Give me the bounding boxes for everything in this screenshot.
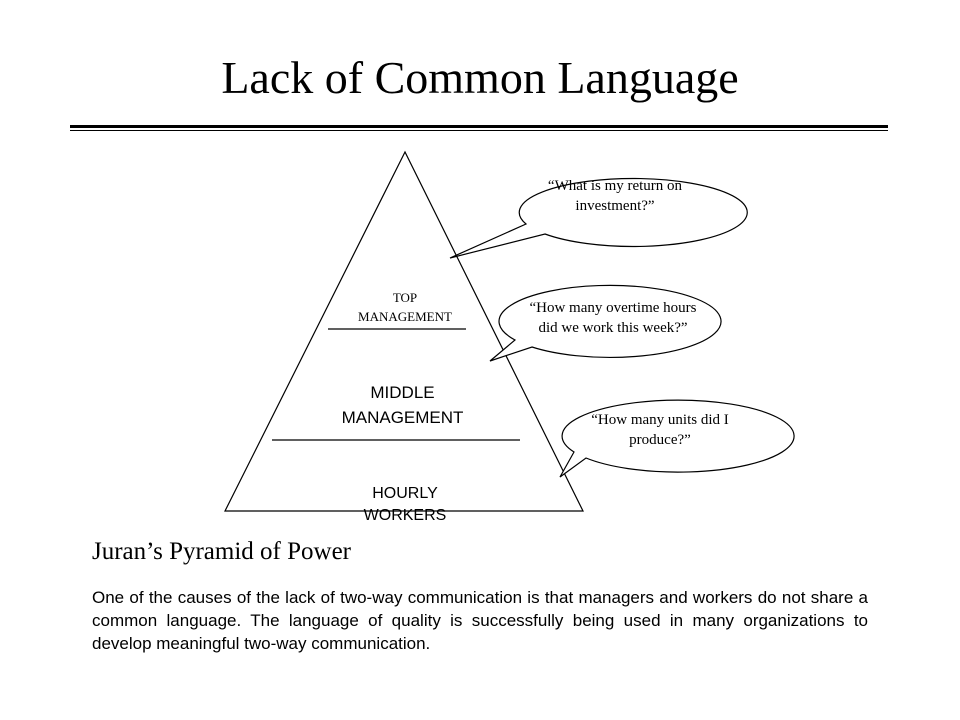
bubble-text-bottom <box>545 410 775 450</box>
bubble-text-middle <box>500 298 726 338</box>
level-label-middle <box>310 380 495 430</box>
bubble-text-top-line1: “What is my return on <box>547 178 683 194</box>
level-label-bottom-line2: WORKERS <box>363 507 447 524</box>
level-label-bottom <box>330 483 480 527</box>
level-label-top-line2: MANAGEMENT <box>358 309 452 324</box>
level-label-middle-line2: MANAGEMENT <box>341 408 464 427</box>
bubble-text-top <box>500 176 730 216</box>
bubble-text-bottom-line2: produce?” <box>629 432 691 448</box>
level-label-middle-line1: MIDDLE <box>370 383 435 402</box>
bubble-text-bottom-line1: “How many units did I <box>591 412 729 428</box>
bubble-text-middle-line1: “How many overtime hours <box>529 300 697 316</box>
bubble-text-middle-line2: did we work this week?” <box>538 320 688 336</box>
level-label-bottom-line1: HOURLY <box>372 485 438 502</box>
level-label-top <box>330 288 480 326</box>
level-label-top-line1: TOP <box>392 290 418 305</box>
body-paragraph: One of the causes of the lack of two-way communication is that managers and workers do not share a common language. The language of quality is successfully being used in many organizations to develop meaningful two-way communication. <box>92 588 868 653</box>
diagram-caption: Juran’s Pyramid of Power <box>92 538 351 565</box>
slide-title: Lack of Common Language <box>221 52 739 103</box>
bubble-text-top-line2: investment?” <box>575 198 655 214</box>
